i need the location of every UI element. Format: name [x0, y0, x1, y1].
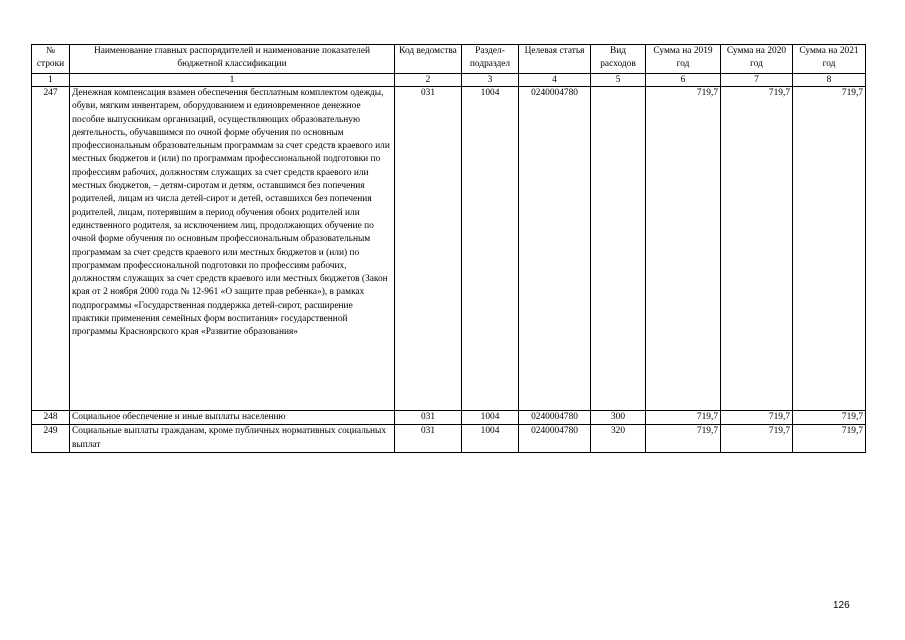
row-section: 1004	[462, 425, 519, 453]
row-sum-2021: 719,7	[793, 87, 866, 411]
header-row	[32, 45, 866, 74]
column-number: 1	[32, 74, 70, 87]
row-sum-2020: 719,7	[721, 411, 793, 425]
row-target: 0240004780	[519, 425, 591, 453]
column-number: 1	[70, 74, 395, 87]
row-dept-code: 031	[395, 411, 462, 425]
row-sum-2021: 719,7	[793, 411, 866, 425]
column-number: 3	[462, 74, 519, 87]
row-number: 249	[32, 425, 70, 453]
row-name: Социальное обеспечение и иные выплаты населению	[70, 411, 395, 425]
row-target: 0240004780	[519, 411, 591, 425]
table-row	[32, 411, 866, 425]
row-number: 248	[32, 411, 70, 425]
row-sum-2020: 719,7	[721, 87, 793, 411]
row-name: Денежная компенсация взамен обеспечения бесплатным комплектом одежды, обуви, мягким инвентарем, оборудованием и единовременное денежное пособие выпускникам организаций, осуществляющих образовательную деятельность, обучавшимся по очной форме обучения по основным профессиональным образовательным программам за счет средств краевого или местных бюджетов и (или) по программам профессиональной подготовки по профессиям рабочих, должностям служащих за счет средств краевого или местных бюджетов, – детям-сиротам и детям, оставшимся без попечения родителей, лицам из числа детей-сирот и детей, оставшихся без попечения родителей, лицам, потерявшим в период обучения обоих родителей или единственного родителя, за исключением лиц, продолжающих обучение по очной форме обучения по основным профессиональным образовательным программам за счет средств краевого или местных бюджетов и (или) по программам профессиональной подготовки по профессиям рабочих, должностям служащих за счет средств краевого или местных бюджетов (Закон края от 2 ноября 2000 года № 12-961 «О защите прав ребенка»), в рамках подпрограммы «Государственная поддержка детей-сирот, расширение практики применения семейных форм воспитания» государственной программы Красноярского края «Развитие образования»	[70, 87, 395, 411]
row-number: 247	[32, 87, 70, 411]
table-row	[32, 87, 866, 411]
row-sum-2019: 719,7	[646, 425, 721, 453]
page-number: 126	[833, 600, 850, 611]
column-number: 5	[591, 74, 646, 87]
budget-table	[31, 44, 866, 453]
column-number: 8	[793, 74, 866, 87]
column-number: 4	[519, 74, 591, 87]
table-row	[32, 425, 866, 453]
header-sum-2019: Сумма на 2019 год	[646, 45, 721, 74]
row-name: Социальные выплаты гражданам, кроме публичных нормативных социальных выплат	[70, 425, 395, 453]
header-row-no: № строки	[32, 45, 70, 74]
row-section: 1004	[462, 411, 519, 425]
row-target: 0240004780	[519, 87, 591, 411]
row-sum-2020: 719,7	[721, 425, 793, 453]
column-number-row	[32, 74, 866, 87]
header-sum-2021: Сумма на 2021 год	[793, 45, 866, 74]
header-sum-2020: Сумма на 2020 год	[721, 45, 793, 74]
header-kind: Вид расходов	[591, 45, 646, 74]
row-sum-2019: 719,7	[646, 411, 721, 425]
row-kind	[591, 87, 646, 411]
column-number: 6	[646, 74, 721, 87]
row-kind: 300	[591, 411, 646, 425]
row-dept-code: 031	[395, 425, 462, 453]
row-sum-2019: 719,7	[646, 87, 721, 411]
row-sum-2021: 719,7	[793, 425, 866, 453]
header-dept-code: Код ведомства	[395, 45, 462, 74]
column-number: 7	[721, 74, 793, 87]
header-target: Целевая статья	[519, 45, 591, 74]
header-name: Наименование главных распорядителей и наименование показателей бюджетной классификации	[70, 45, 395, 74]
row-dept-code: 031	[395, 87, 462, 411]
row-section: 1004	[462, 87, 519, 411]
row-kind: 320	[591, 425, 646, 453]
header-section: Раздел-подраздел	[462, 45, 519, 74]
column-number: 2	[395, 74, 462, 87]
